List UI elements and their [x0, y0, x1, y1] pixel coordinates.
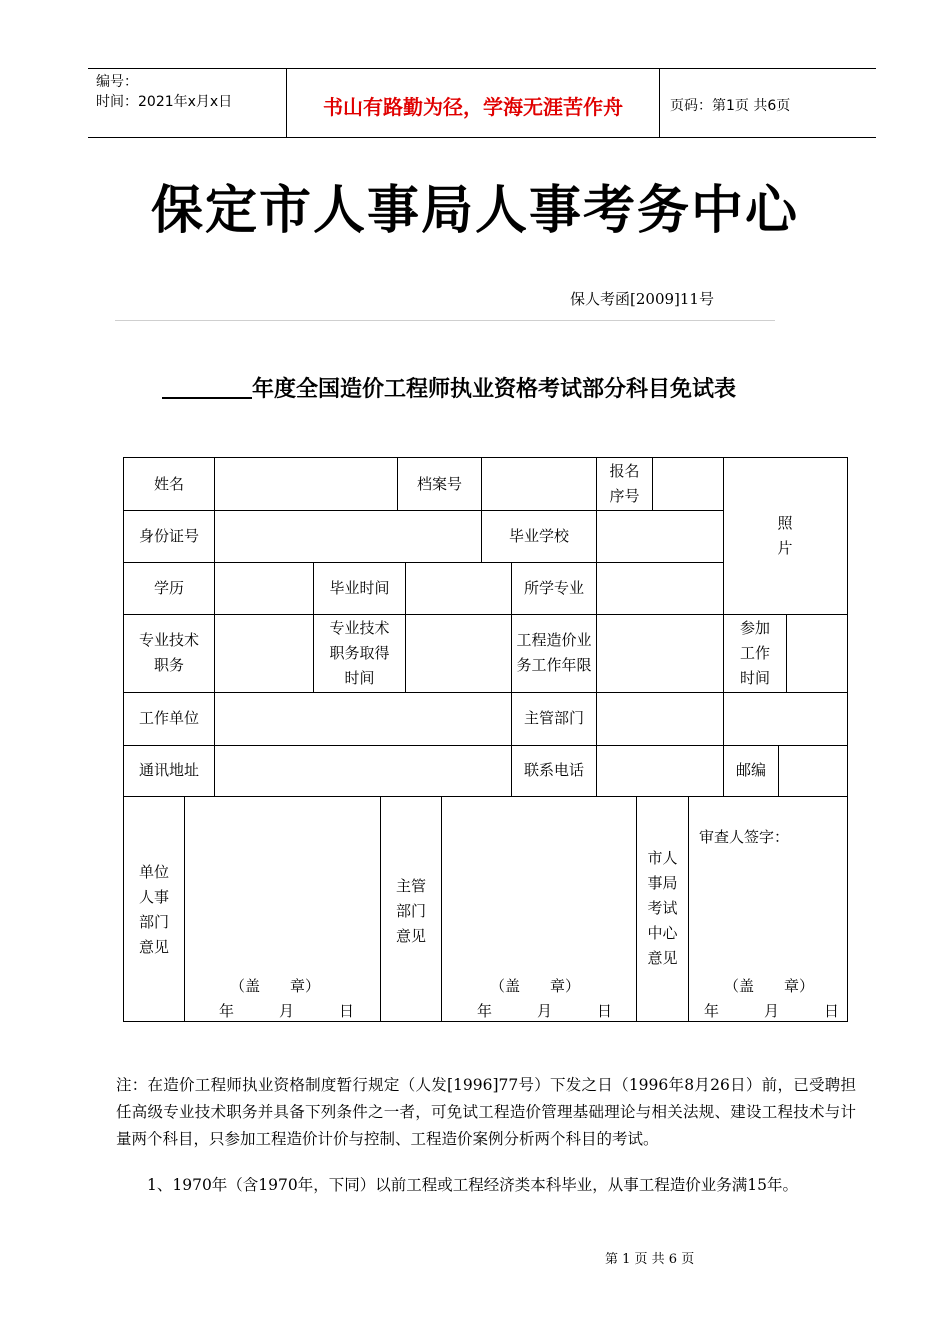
- date-center: 年 月 日: [704, 1002, 840, 1020]
- label-phone: 联系电话: [523, 761, 584, 779]
- seal-center: （盖 章）: [724, 977, 815, 995]
- label-tech-title-time: 专业技术职务取得时间: [329, 618, 390, 687]
- label-join-time: 参加工作时间: [739, 618, 770, 687]
- date-supervisor: 年 月 日: [477, 1002, 613, 1020]
- form-title: [162, 372, 736, 403]
- document-number: 保人考函[2009]11号: [570, 290, 714, 308]
- date-unit: 年 月 日: [219, 1002, 355, 1020]
- label-address: 通讯地址: [138, 761, 199, 779]
- page-footer: 第 1 页 共 6 页: [605, 1252, 695, 1267]
- note-paragraph-2: 1、1970年（含1970年，下同）以前工程或工程经济类本科毕业，从事工程造价业务满15年。: [147, 1176, 798, 1194]
- divider: [115, 320, 775, 321]
- label-cost-years: 工程造价业务工作年限: [516, 631, 592, 674]
- header-page-cell: [660, 69, 876, 137]
- page-label: 页码：第1页 共6页: [670, 98, 791, 114]
- label-supervisor-opinion: 主管部门意见: [395, 877, 426, 945]
- label-grad-time: 毕业时间: [329, 578, 390, 597]
- note-paragraph-1: 注：在造价工程师执业资格制度暂行规定（人发[1996]77号）下发之日（1996年8月26日）前，已受聘担任高级专业技术职务并具备下列条件之一者，可免试工程造价管理基础理论与相关法规、建设工程技术与计量两个科目，只参加工程造价计价与控制、工程造价案例分析两个科目的考试。: [116, 1076, 856, 1148]
- label-center-opinion: 市人事局考试中心意见: [647, 849, 678, 967]
- label-file-no: 档案号: [416, 474, 462, 493]
- time-label: 时间：2021年x月x日: [96, 94, 233, 110]
- label-name: 姓名: [153, 474, 184, 493]
- label-tech-title: 专业技术职务: [138, 631, 199, 674]
- label-reg-no: 报名序号: [609, 462, 640, 505]
- reviewer-sign-label: 审查人签字：: [699, 828, 790, 846]
- header-bar: [88, 68, 876, 138]
- label-postcode: 邮编: [735, 761, 766, 779]
- label-work-unit: 工作单位: [138, 709, 199, 727]
- header-meta-cell: [88, 69, 287, 137]
- label-photo: 照片: [777, 514, 793, 557]
- form-title-text: 年度全国造价工程师执业资格考试部分科目免试表: [252, 377, 737, 402]
- serial-label: 编号：: [96, 74, 138, 90]
- label-education: 学历: [153, 578, 184, 597]
- label-id-no: 身份证号: [138, 526, 199, 545]
- year-blank: [162, 375, 252, 399]
- page-title: 保定市人事局人事考务中心: [150, 181, 799, 241]
- seal-supervisor: （盖 章）: [490, 977, 581, 995]
- header-motto-cell: [287, 69, 660, 137]
- seal-unit: （盖 章）: [230, 977, 321, 995]
- label-supervisor-dept: 主管部门: [523, 709, 584, 727]
- label-major: 所学专业: [523, 578, 584, 597]
- label-school: 毕业学校: [508, 526, 569, 545]
- motto-text: 书山有路勤为径，学海无涯苦作舟: [323, 95, 623, 119]
- label-unit-opinion: 单位人事部门意见: [138, 863, 169, 956]
